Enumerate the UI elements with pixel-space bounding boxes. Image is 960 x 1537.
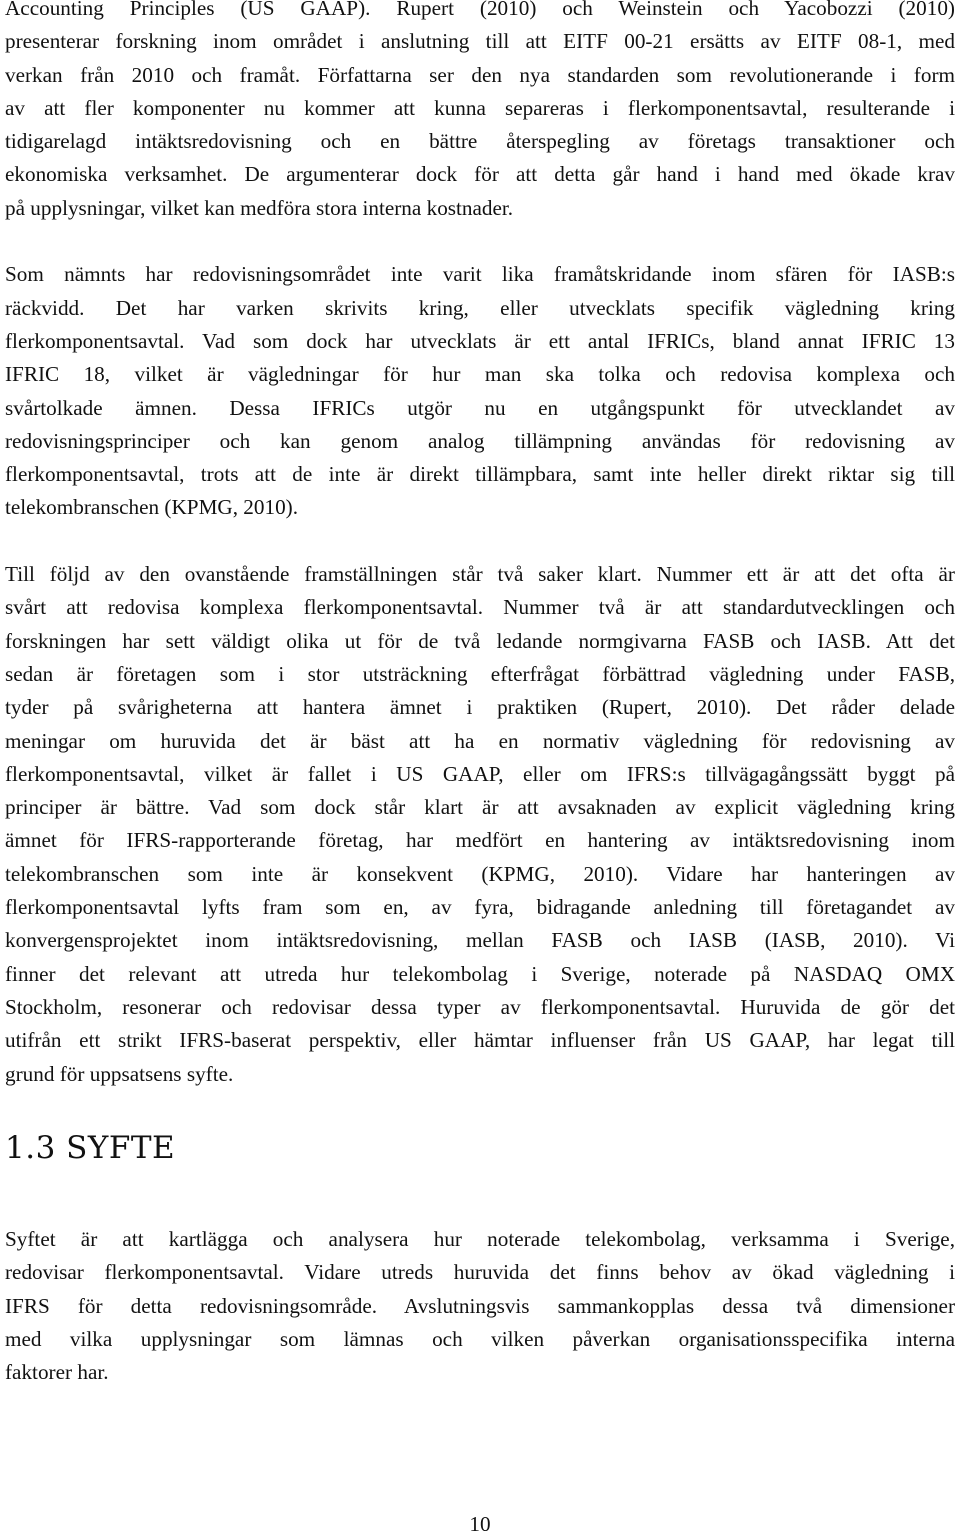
text-line: tidigarelagd intäktsredovisning och en bättre återspegling av företags transaktioner och bbox=[5, 129, 955, 154]
text-line: flerkomponentsavtal, vilket är fallet i US GAAP, eller om IFRS:s tillvägagångssätt byggt på bbox=[5, 761, 955, 786]
text-line: ämnet för IFRS-rapporterande företag, har medfört en hantering av intäktsredovisning inom bbox=[5, 828, 955, 853]
text-line: IFRS för detta redovisningsområde. Avslutningsvis sammankopplas dessa två dimensioner bbox=[5, 1293, 955, 1318]
paragraph-iasb bbox=[5, 258, 955, 524]
text-line: grund för uppsatsens syfte. bbox=[5, 1061, 234, 1086]
text-line: svårtolkade ämnen. Dessa IFRICs utgör nu en utgångspunkt för utvecklandet av bbox=[5, 395, 955, 420]
text-line: Syftet är att kartlägga och analysera hur noterade telekombolag, verksamma i Sverige, bbox=[5, 1227, 955, 1252]
text-line: telekombranschen som inte är konsekvent (KPMG, 2010). Vidare har hanteringen av bbox=[5, 861, 955, 886]
text-line: telekombranschen (KPMG, 2010). bbox=[5, 495, 299, 520]
text-line: med vilka upplysningar som lämnas och vilken påverkan organisationsspecifika interna bbox=[5, 1326, 955, 1351]
text-line: finner det relevant att utreda hur telekombolag i Sverige, noterade på NASDAQ OMX bbox=[5, 961, 955, 986]
text-line: svårt att redovisa komplexa flerkomponentsavtal. Nummer två är att standardutvecklingen och bbox=[5, 595, 955, 620]
text-line: Stockholm, resonerar och redovisar dessa typer av flerkomponentsavtal. Huruvida de gör det bbox=[5, 994, 955, 1019]
text-line: principer är bättre. Vad som dock står klart är att avsaknaden av explicit vägledning kring bbox=[5, 795, 955, 820]
text-line: flerkomponentsavtal. Vad som dock har utvecklats är ett antal IFRICs, bland annat IFRIC 13 bbox=[5, 328, 955, 353]
paragraph-purpose bbox=[5, 1223, 955, 1389]
text-line: av att fler komponenter nu kommer att kunna separeras i flerkomponentsavtal, resulterande i bbox=[5, 95, 955, 120]
text-line: flerkomponentsavtal lyfts fram som en, av fyra, bidragande anledning till företagandet av bbox=[5, 895, 955, 920]
text-line: Accounting Principles (US GAAP). Rupert (2010) och Weinstein och Yacobozzi (2010) bbox=[5, 0, 955, 20]
text-line: ekonomiska verksamhet. De argumenterar dock för att detta går hand i hand med ökade krav bbox=[5, 162, 955, 187]
section-heading: 1.3 SYFTE bbox=[5, 1129, 176, 1166]
text-line: forskningen har sett väldigt olika ut för de två ledande normgivarna FASB och IASB. Att det bbox=[5, 628, 955, 653]
text-line: konvergensprojektet inom intäktsredovisning, mellan FASB och IASB (IASB, 2010). Vi bbox=[5, 928, 955, 953]
text-line: redovisar flerkomponentsavtal. Vidare utreds huruvida det finns behov av ökad vägledning i bbox=[5, 1260, 955, 1285]
page-number: 10 bbox=[469, 1512, 491, 1536]
text-line: verkan från 2010 och framåt. Författarna ser den nya standarden som revolutionerande i form bbox=[5, 62, 955, 87]
text-line: på upplysningar, vilket kan medföra stora interna kostnader. bbox=[5, 195, 514, 220]
document-page bbox=[5, 0, 955, 1390]
text-line: faktorer har. bbox=[5, 1360, 109, 1385]
text-line: IFRIC 18, vilket är vägledningar för hur man ska tolka och redovisa komplexa och bbox=[5, 362, 955, 387]
paragraph-intro bbox=[5, 0, 955, 225]
text-line: sedan är företagen som i stor utsträckning efterfrågat förbättrad vägledning under FASB, bbox=[5, 661, 955, 686]
text-line: räckvidd. Det har varken skrivits kring, eller utvecklats specifik vägledning kring bbox=[5, 295, 955, 320]
text-line: Till följd av den ovanstående framställningen står två saker klart. Nummer ett är att det ofta är bbox=[5, 562, 955, 587]
paragraph-conclusion bbox=[5, 558, 955, 1091]
text-line: redovisningsprinciper och kan genom analog tillämpning användas för redovisning av bbox=[5, 428, 955, 453]
text-line: utifrån ett strikt IFRS-baserat perspektiv, eller hämtar influenser från US GAAP, har legat till bbox=[5, 1028, 955, 1053]
text-line: presenterar forskning inom området i anslutning till att EITF 00-21 ersätts av EITF 08-1, med bbox=[5, 29, 955, 54]
text-line: flerkomponentsavtal, trots att de inte är direkt tillämpbara, samt inte heller direkt riktar sig till bbox=[5, 462, 955, 487]
text-line: tyder på svårigheterna att hantera ämnet i praktiken (Rupert, 2010). Det råder delade bbox=[5, 695, 955, 720]
text-line: Som nämnts har redovisningsområdet inte varit lika framåtskridande inom sfären för IASB:s bbox=[5, 262, 955, 287]
text-line: meningar om huruvida det är bäst att ha en normativ vägledning för redovisning av bbox=[5, 728, 955, 753]
